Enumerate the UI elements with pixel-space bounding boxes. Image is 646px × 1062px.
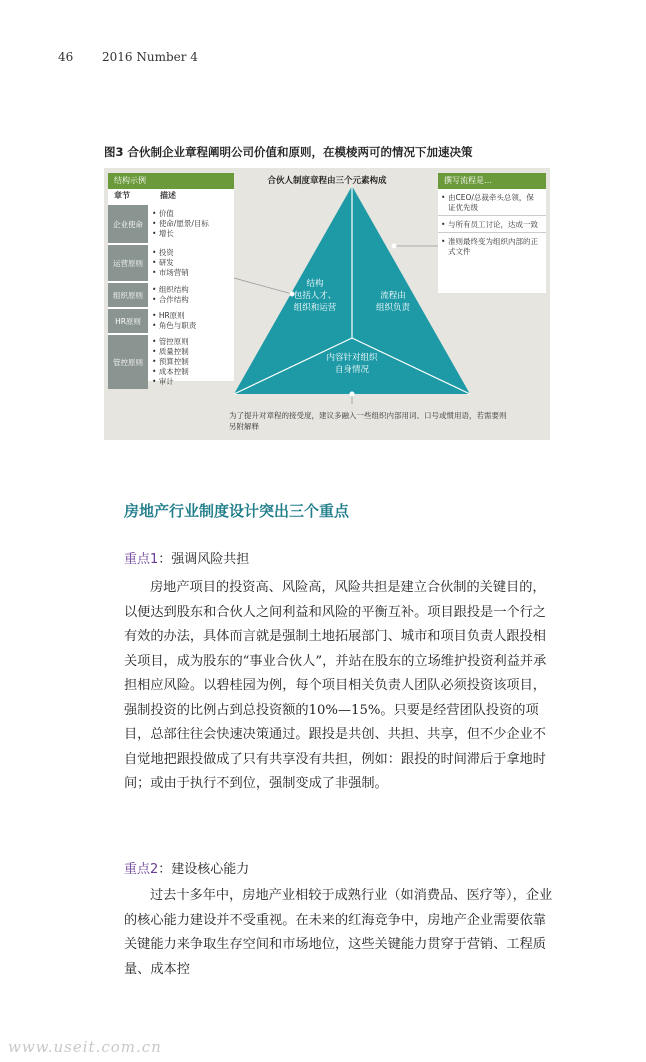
paragraph-1 [124, 576, 556, 797]
watermark: www.useit.com.cn [8, 1038, 162, 1056]
section-row [108, 203, 234, 243]
triangle-title: 合伙人制度章程由三个元素构成 [267, 176, 387, 186]
section-row [108, 243, 234, 281]
triangle-label-content [307, 352, 397, 376]
content-label-line2: 自身情况 [334, 365, 369, 375]
section-item: • 角色与职责 [152, 321, 234, 331]
section-item: • 合作结构 [152, 295, 234, 305]
section-row [108, 281, 234, 307]
writing-process-heading: 撰写流程是… [438, 173, 546, 189]
section-item: • 质量控制 [152, 347, 234, 357]
point-2-heading [124, 858, 249, 877]
section-item: • 市场营销 [152, 268, 234, 278]
process-item: • 由CEO/总裁牵头总领，保证优先级 [438, 189, 546, 216]
point-2-title: ：建设核心能力 [158, 862, 250, 877]
issue-label: 2016 Number 4 [102, 50, 198, 64]
triangle-label-structure [280, 278, 350, 314]
structure-label-line2: 包括人才、 [293, 291, 337, 301]
section-label: 企业使命 [108, 205, 148, 243]
section-item: • 价值 [152, 209, 234, 219]
section-label: 管控原则 [108, 335, 148, 389]
figure-panel [104, 168, 550, 440]
content-label-line1: 内容针对组织 [326, 353, 378, 363]
figure-note: 为了提升对章程的接受度，建议多融入一些组织内部用词、口号或惯用语，若需要则另附解释 [229, 411, 507, 431]
section-items [148, 205, 234, 243]
section-item: • HR原则 [152, 311, 234, 321]
process-item: • 与所有员工讨论，达成一致 [438, 216, 546, 233]
col-chapter: 章节 [114, 191, 130, 200]
section-item: • 投资 [152, 248, 234, 258]
section-item: • 研发 [152, 258, 234, 268]
figure-title: 图3 合伙制企业章程阐明公司价值和原则，在模棱两可的情况下加速决策 [104, 145, 473, 159]
point-1-title: ：强调风险共担 [158, 552, 250, 567]
structure-label-line3: 组织和运营 [293, 303, 337, 313]
section-items [148, 245, 234, 281]
col-desc: 描述 [160, 191, 176, 200]
section-items [148, 335, 234, 389]
column-headers [108, 189, 234, 203]
section-item: • 使命/愿景/目标 [152, 219, 234, 229]
structure-label-line1: 结构 [306, 279, 324, 289]
section-item: • 增长 [152, 229, 234, 239]
section-heading: 房地产行业制度设计突出三个重点 [124, 502, 350, 520]
triangle-label-process [358, 290, 428, 314]
section-row [108, 307, 234, 333]
section-row [108, 333, 234, 389]
section-item: • 组织结构 [152, 285, 234, 295]
paragraph-1-text: 房地产项目的投资高、风险高，风险共担是建立合伙制的关键目的，以便达到股东和合伙人之间利益和风险的平衡互补。项目跟投是一个行之有效的办法，具体而言就是强制土地拓展部门、城市和项目负责人跟投相关项目，成为股东的“事业合伙人”，并站在股东的立场维护投资利益并承担相应风险。以碧桂园为例，每个项目相关负责人团队必须投资该项目，强制投资的比例占到总投资额的10%—15%。只要是经营团队投资的项目，总部往往会快速决策通过。跟投是共创、共担、共享，但不少企业不自觉地把跟投做成了只有共享没有共担，例如：跟投的时间滞后于拿地时间；或由于执行不到位，强制变成了非强制。 [124, 580, 547, 791]
section-item: • 预算控制 [152, 357, 234, 367]
section-items [148, 309, 234, 333]
structure-example-heading: 结构示例 [108, 173, 234, 189]
point-2-label: 重点2 [124, 862, 159, 877]
process-label-line1: 流程由 [380, 291, 406, 301]
section-item: • 审计 [152, 377, 234, 387]
section-item: • 成本控制 [152, 367, 234, 377]
section-label: 运营原则 [108, 245, 148, 281]
process-label-line2: 组织负责 [375, 303, 410, 313]
writing-process-box [438, 173, 546, 293]
section-label: HR原则 [108, 309, 148, 333]
point-1-heading [124, 548, 249, 567]
section-items [148, 283, 234, 307]
section-item: • 管控原则 [152, 337, 234, 347]
structure-example-box [108, 173, 234, 386]
process-item: • 准则最终变为组织内部的正式文件 [438, 233, 546, 259]
point-1-label: 重点1 [124, 552, 159, 567]
paragraph-2-text: 过去十多年中，房地产业相较于成熟行业（如消费品、医疗等），企业的核心能力建设并不受重视。在未来的红海竞争中，房地产企业需要依靠关键能力来争取生存空间和市场地位，这些关键能力贯穿于营销、工程质量、成本控 [124, 888, 553, 977]
paragraph-2 [124, 884, 556, 982]
page-number: 46 [58, 50, 74, 64]
section-label: 组织原则 [108, 283, 148, 307]
connector-bottom-dot [350, 392, 355, 397]
connector-right-dot [392, 244, 397, 249]
